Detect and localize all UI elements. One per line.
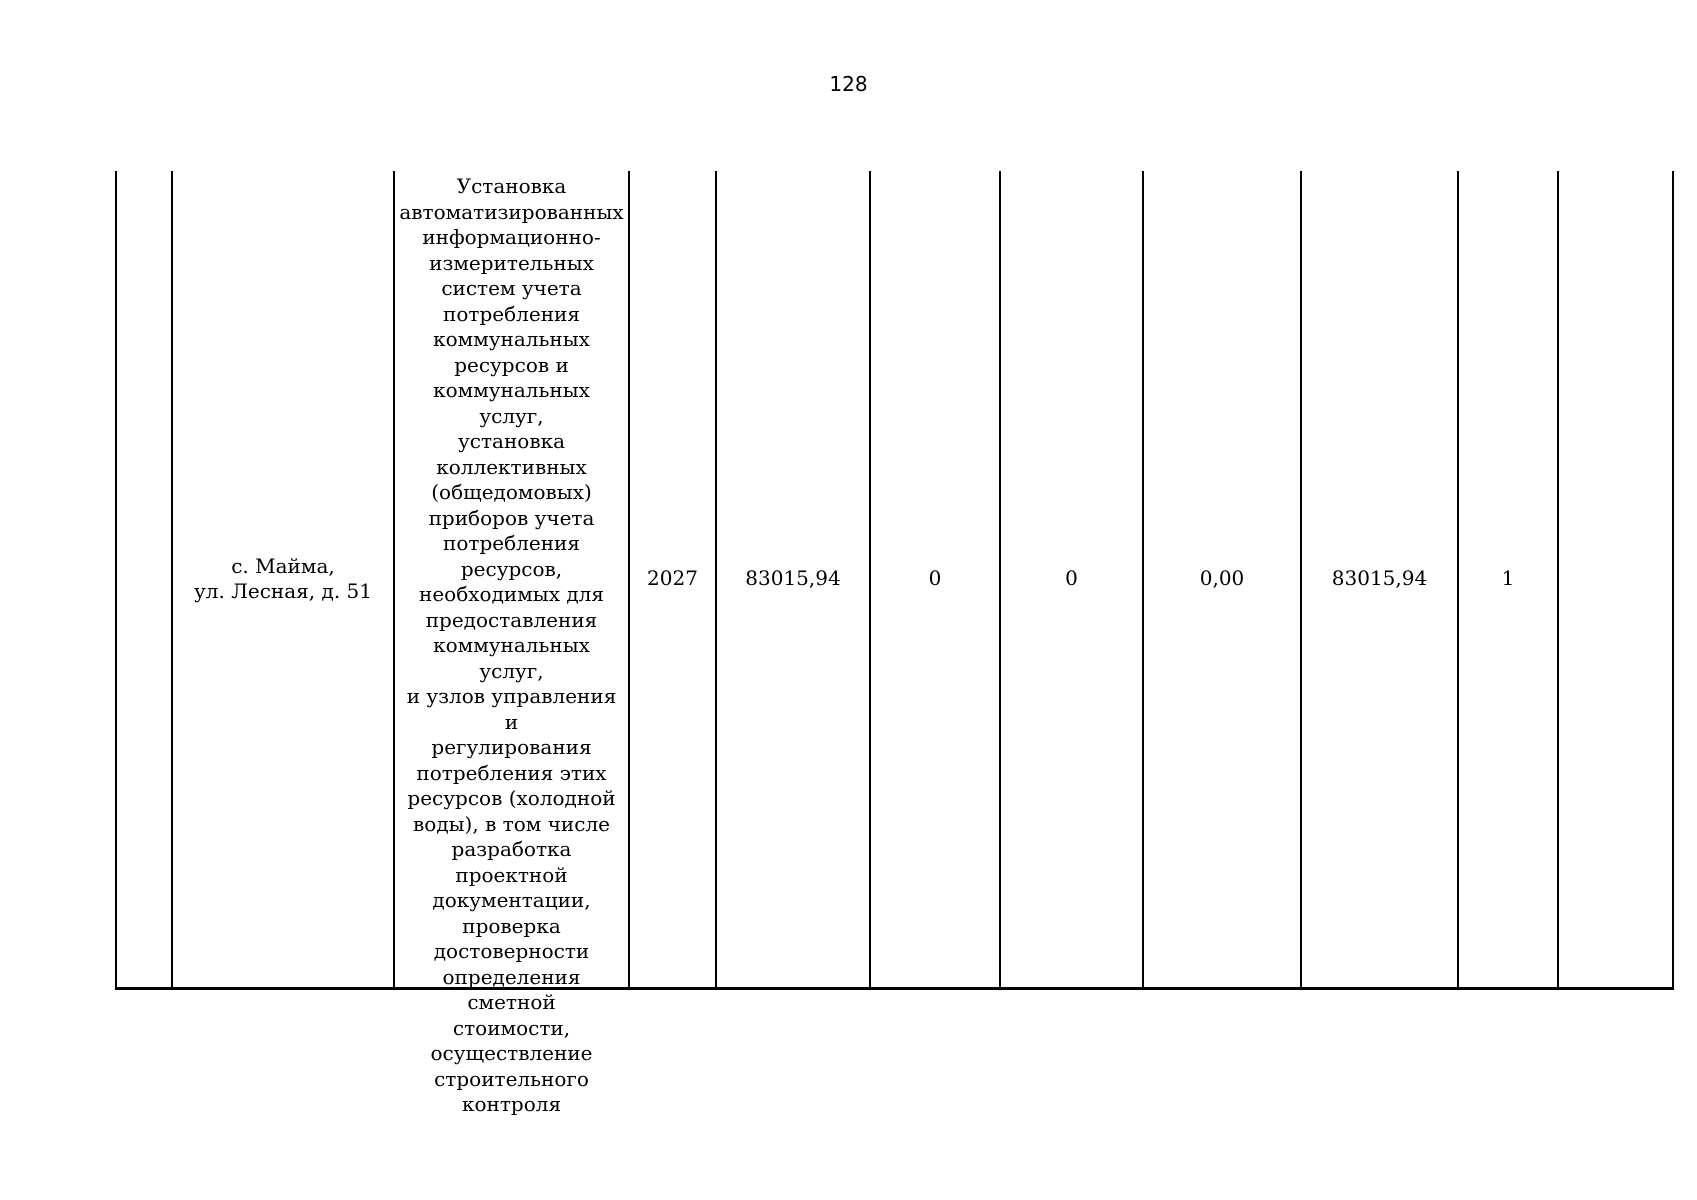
cell-total-cost: 83015,94 — [745, 566, 841, 591]
cell-col-9: 1 — [1501, 566, 1515, 591]
table-border-right — [1672, 171, 1674, 990]
cell-work-description: Установка автоматизированных информационно- измерительных систем учета потребления коммунальных ресурсов и коммунальных услуг, установка коллективных (общедомовых) приборов учета потребления ресурсов, необходимых для предоставления коммунальных услуг, и узлов управления и регулирования потребления этих ресурсов (холодной воды), в том числе разработка проектной документации, проверка достоверности определения сметной стоимости, осуществление строительного контроля — [399, 174, 624, 1116]
data-table — [115, 171, 1674, 1116]
cell-index — [117, 171, 171, 987]
cell-col-8: 83015,94 — [1331, 566, 1428, 591]
cell-col-7: 0,00 — [1199, 566, 1245, 591]
cell-col-6: 0 — [1065, 566, 1078, 591]
cell-col-5: 0 — [928, 566, 942, 591]
cell-address: с. Майма, ул. Лесная, д. 51 — [194, 553, 372, 603]
cell-col-10 — [1559, 171, 1672, 987]
page-number: 128 — [829, 72, 868, 96]
cell-year: 2027 — [647, 566, 698, 591]
table-border-bottom — [115, 987, 1674, 990]
